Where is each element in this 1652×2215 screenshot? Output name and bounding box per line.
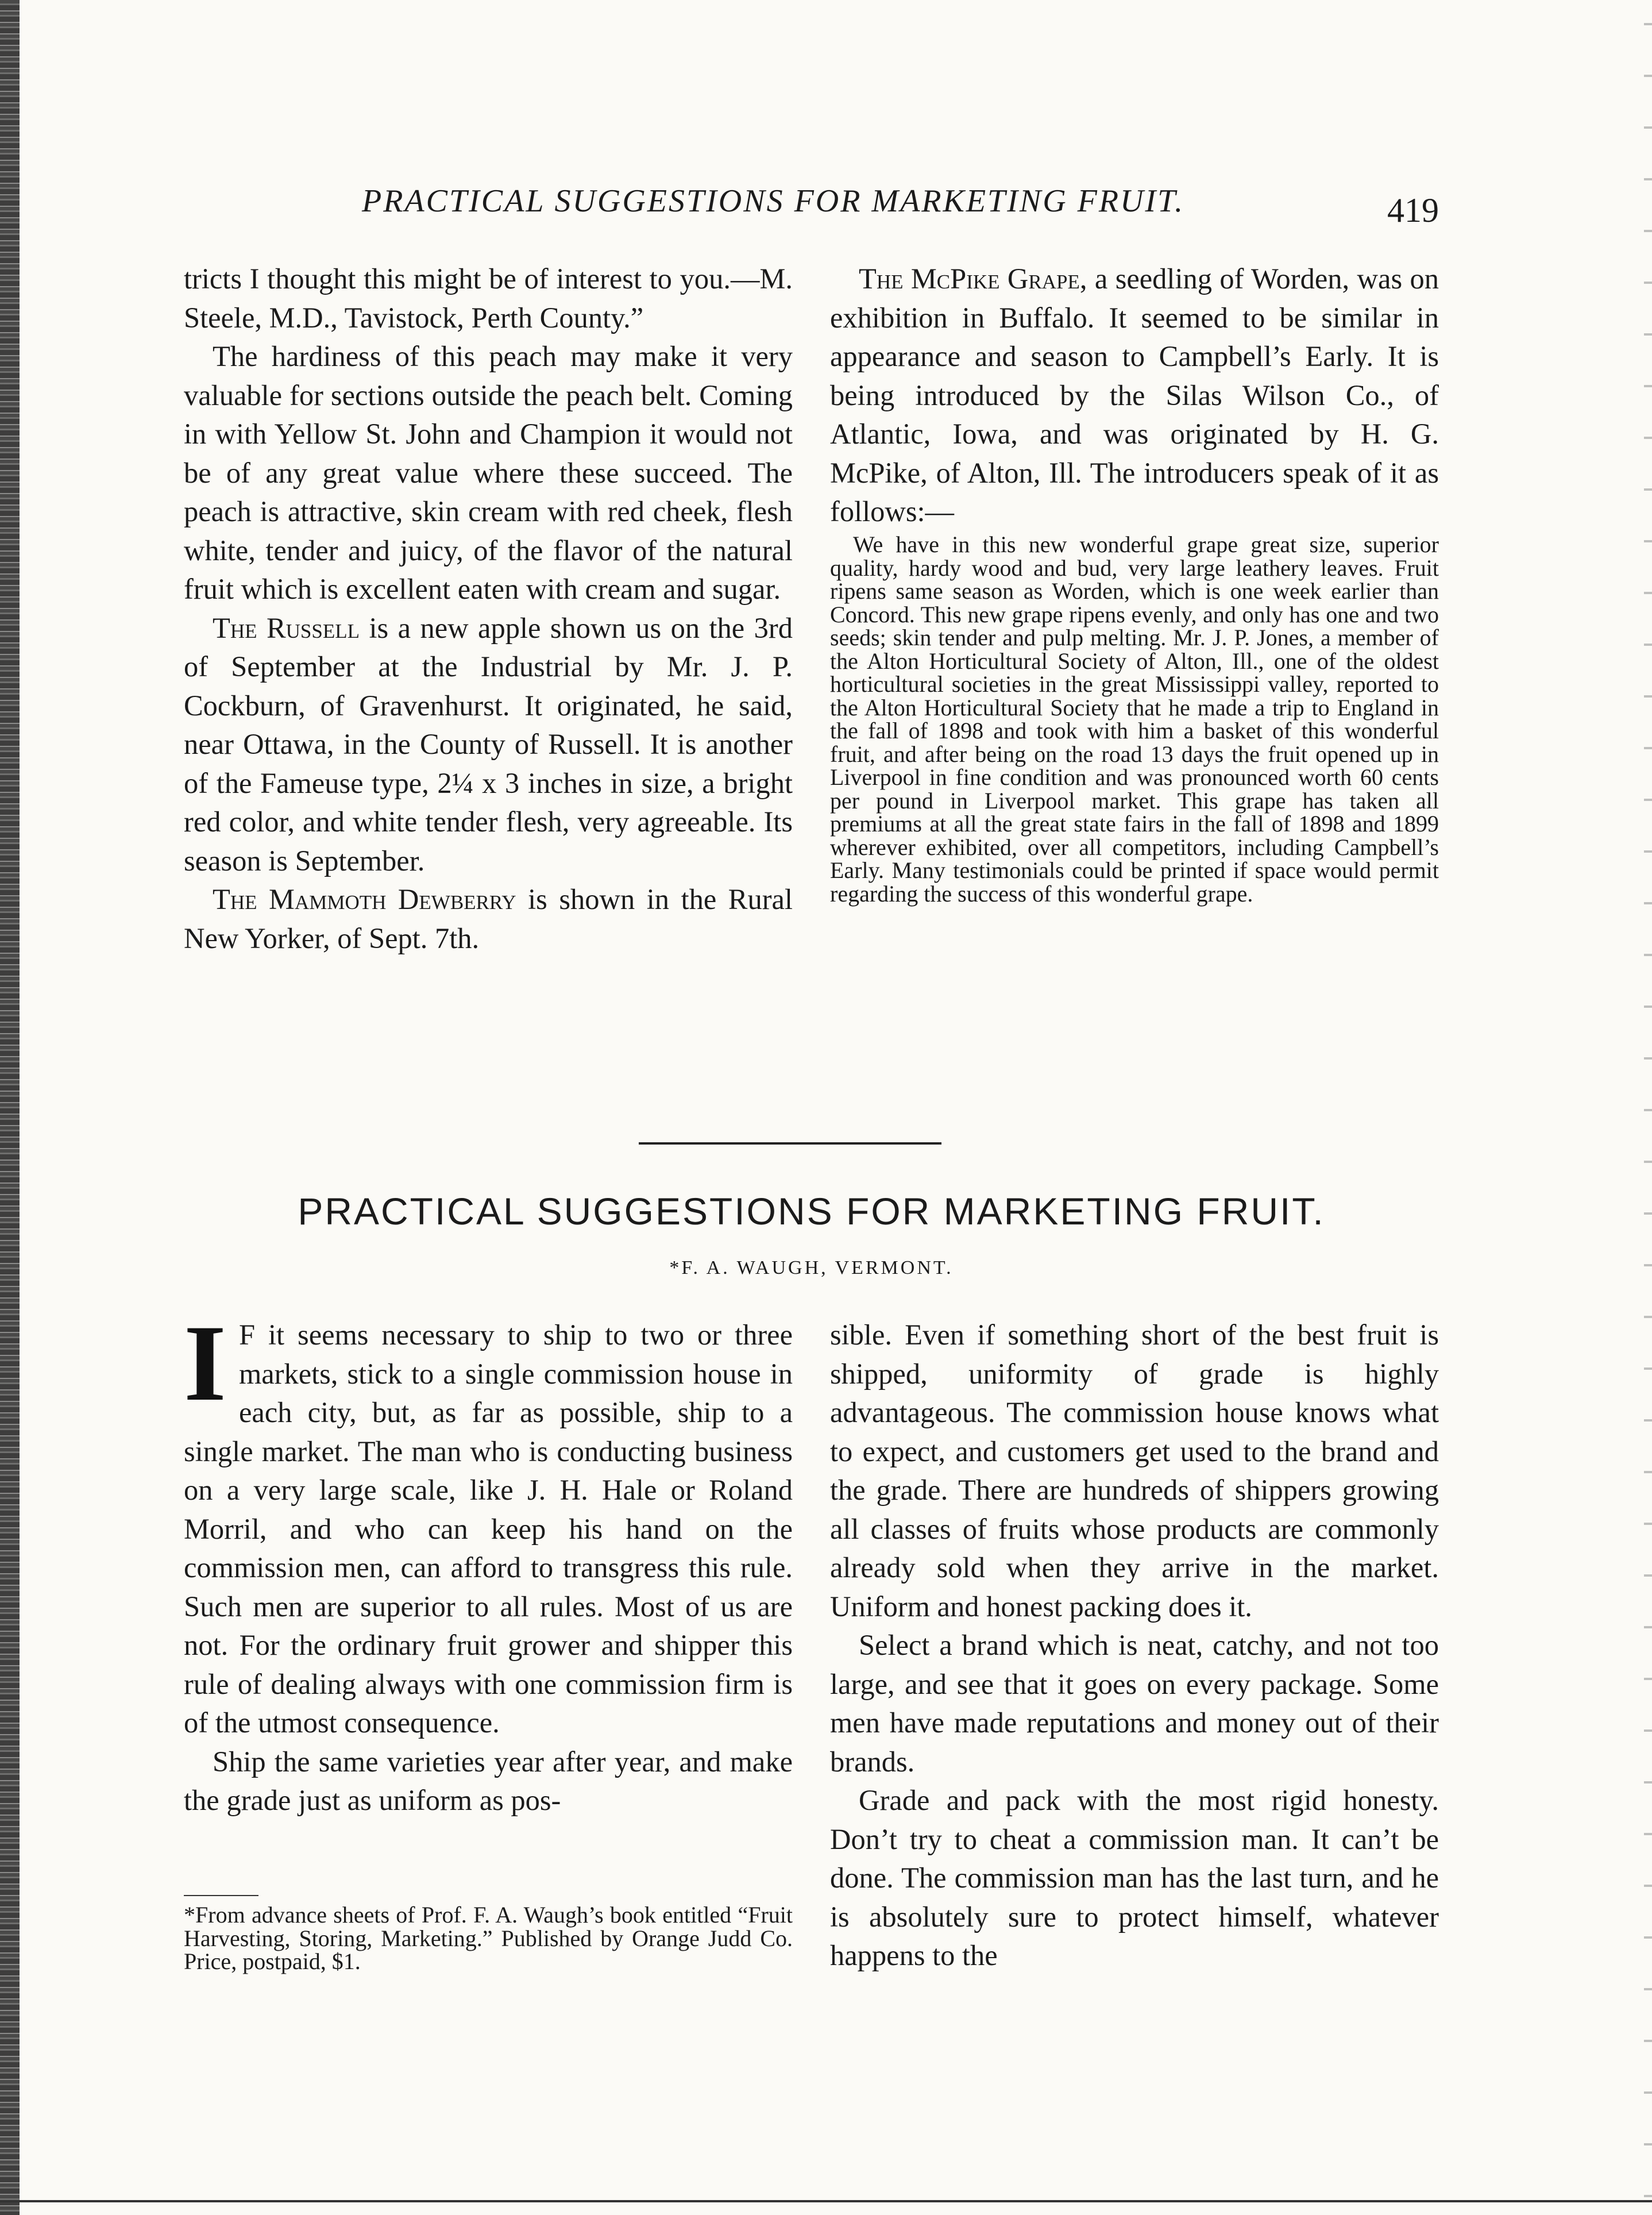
bottom-scan-rule: [0, 2200, 1652, 2202]
paragraph: Grade and pack with the most rigid honesty. Don’t try to cheat a commission man. It can’t be done. The commission man has the last turn, and he is absolutely sure to protect himself, whatever happens to the: [830, 1784, 1439, 1971]
paragraph: The hardiness of this peach may make it very valuable for sections outside the peach belt. Coming in with Yellow St. John and Champion it would not be of any great value where these succeed. The peach is attractive, skin cream with red cheek, flesh white, tender and juicy, of the flavor of the natural fruit which is excellent eaten with cream and sugar.: [184, 340, 793, 605]
paragraph-text: is shown in the Rural New Yorker, of Sept. 7th.: [184, 883, 793, 954]
paragraph: [184, 1303, 793, 1743]
paragraph-text: F it seems necessary to ship to two or three markets, stick to a single commission house in each city, but, as far as possible, ship to a single market. The man who is conducting business on a very large scale, like J. H. Hale or Roland Morril, and who can keep his hand on the commission men, can afford to transgress this rule. Such men are superior to all rules. Most of us are not. For the ordinary fruit grower and shipper this rule of dealing always with one commission firm is of the utmost consequence.: [184, 1319, 793, 1739]
column-left-article: [184, 1303, 793, 1820]
paragraph: Select a brand which is neat, catchy, and not too large, and see that it goes on every package. Some men have made reputations and money out of their brands.: [830, 1629, 1439, 1778]
column-right-top: [830, 260, 1439, 531]
drop-cap: I: [184, 1303, 226, 1424]
column-left-top: [184, 260, 793, 958]
footnote: [184, 1904, 793, 1974]
column-right-article: [830, 1316, 1439, 1975]
page-number: 419: [1387, 191, 1439, 229]
lead-in: The McPike Grape: [859, 263, 1080, 295]
article-title: PRACTICAL SUGGESTIONS FOR MARKETING FRUIT.: [298, 1190, 1325, 1232]
article-byline: *F. A. WAUGH, VERMONT.: [669, 1257, 954, 1278]
footnote-rule: [184, 1895, 258, 1896]
running-head: PRACTICAL SUGGESTIONS FOR MARKETING FRUIT.: [362, 183, 1185, 219]
lead-in: The Mammoth Dewberry: [213, 883, 516, 915]
footnote-text: *From advance sheets of Prof. F. A. Waugh’s book entitled “Fruit Harvesting, Storing, Marketing.” Published by Orange Judd Co. Price, postpaid, $1.: [184, 1902, 793, 1974]
paragraph-text: , a seedling of Worden, was on exhibition in Buffalo. It seemed to be similar in appearance and season to Campbell’s Early. It is being introduced by the Silas Wilson Co., of Atlantic, Iowa, and was originated by H. G. McPike, of Alton, Ill. The introducers speak of it as follows:—: [830, 263, 1439, 527]
lead-in: The Russell: [213, 611, 360, 644]
paragraph: Ship the same varieties year after year, and make the grade just as uniform as pos-: [184, 1745, 793, 1816]
paragraph: [830, 260, 1439, 531]
quote-text: We have in this new wonderful grape great size, superior quality, hardy wood and bud, very large leathery leaves. Fruit ripens same season as Worden, which is one week earlier than Concord. This new grape ripens evenly, and only has one and two seeds; skin tender and pulp melting. Mr. J. P. Jones, a member of the Alton Horticultural Society of Alton, Ill., one of the oldest horticultural societies in the great Mississippi valley, reported to the Alton Horticultural Society that he made a trip to England in the fall of 1898 and took with him a basket of this wonderful fruit, and after being on the road 13 days the fruit opened up in Liverpool in fine condition and was pronounced worth 60 cents per pound in Liverpool market. This grape has taken all premiums at all the great state fairs in the fall of 1898 and 1899 wherever exhibited, over all competitors, including Campbell’s Early. Many testimonials could be printed if space would permit regarding the success of this wonderful grape.: [830, 531, 1439, 907]
paragraph: tricts I thought this might be of interest to you.—M. Steele, M.D., Tavistock, Perth County.”: [184, 263, 793, 334]
paragraph: sible. Even if something short of the best fruit is shipped, uniformity of grade is highly advantageous. The commission house knows what to expect, and customers get used to the brand and the grade. There are hundreds of shippers growing all classes of fruits whose products are commonly already sold when they arrive in the market. Uniform and honest packing does it.: [830, 1319, 1439, 1623]
block-quote: [830, 533, 1439, 906]
paragraph: [184, 609, 793, 881]
scan-right-edge: [1644, 0, 1652, 2215]
paragraph: [184, 880, 793, 958]
section-divider: [639, 1142, 941, 1145]
scan-binding-edge: [0, 0, 20, 2215]
paragraph-text: is a new apple shown us on the 3rd of September at the Industrial by Mr. J. P. Cockburn, of Gravenhurst. It originated, he said, near Ottawa, in the County of Russell. It is another of the Fameuse type, 2¼ x 3 inches in size, a bright red color, and white tender flesh, very agreeable. Its season is September.: [184, 611, 793, 877]
